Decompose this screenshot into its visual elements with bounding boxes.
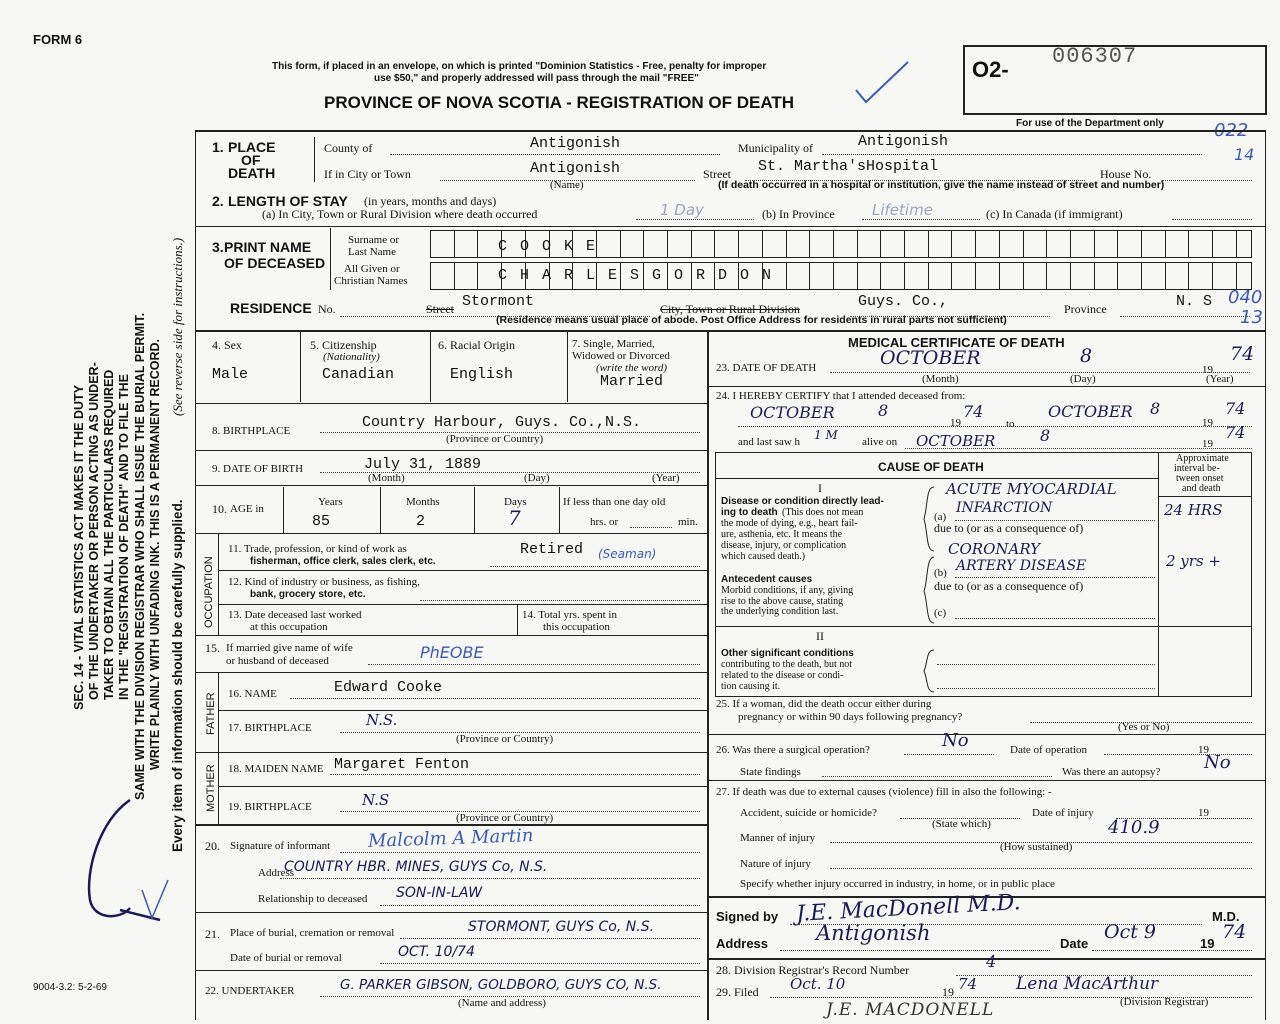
department-code-1: 022 bbox=[1214, 120, 1249, 141]
birthplace-value: Country Harbour, Guys. Co.,N.S. bbox=[362, 414, 642, 431]
letter-box-divider bbox=[1094, 230, 1095, 258]
letter-box-divider bbox=[643, 230, 644, 258]
letter-box-divider bbox=[1165, 262, 1166, 290]
letter-box-divider bbox=[620, 230, 621, 258]
marital-status-value: Married bbox=[600, 373, 664, 390]
mother-maiden-value: Margaret Fenton bbox=[334, 756, 470, 773]
residence-province-value: N. S bbox=[1176, 293, 1213, 310]
department-code-4: 13 bbox=[1240, 307, 1263, 328]
age-months-value: 2 bbox=[416, 513, 426, 530]
registrar-printed-name: J.E. MACDONELL bbox=[826, 1000, 995, 1020]
letter-box-divider bbox=[1212, 262, 1213, 290]
letter-box-divider bbox=[1094, 262, 1095, 290]
letter-box-divider bbox=[975, 230, 976, 258]
letter-box-divider bbox=[477, 230, 478, 258]
place-num: 1. bbox=[212, 139, 224, 155]
letter-box-divider bbox=[667, 230, 668, 258]
cause-a-interval: 24 HRS bbox=[1164, 501, 1223, 519]
letter-box-divider bbox=[951, 230, 952, 258]
letter-box-divider bbox=[833, 262, 834, 290]
death-month-value: OCTOBER bbox=[880, 347, 981, 369]
father-birthplace-value: N.S. bbox=[366, 711, 398, 729]
letter-box-divider bbox=[691, 230, 692, 258]
side-instruction-4: IN THE "REGISTRATION OF DEATH" AND TO FILE THE bbox=[117, 374, 131, 700]
letter-box-divider bbox=[1141, 230, 1142, 258]
letter-box-divider bbox=[786, 230, 787, 258]
date-of-birth-value: July 31, 1889 bbox=[364, 456, 482, 473]
place-label-3: DEATH bbox=[228, 165, 276, 181]
department-code-3: 040 bbox=[1228, 287, 1263, 308]
letter-box-divider bbox=[454, 230, 455, 258]
county-value: Antigonish bbox=[530, 135, 621, 152]
letter-box-divider bbox=[1165, 230, 1166, 258]
registration-prefix: O2- bbox=[972, 57, 1009, 82]
residence-city-value: Guys. Co., bbox=[858, 293, 949, 310]
given-names-value: C H A R L E S G O R D O N bbox=[498, 267, 774, 284]
side-instruction-3: TAKER TO OBTAIN ALL THE PARTICULARS REQUIRED bbox=[102, 369, 116, 700]
place-label-2: OF bbox=[241, 152, 261, 168]
letter-box-divider bbox=[786, 262, 787, 290]
letter-box-divider bbox=[928, 230, 929, 258]
registrar-initial-mark bbox=[60, 780, 180, 940]
registrar-record-number: 4 bbox=[986, 952, 997, 971]
letter-box-divider bbox=[1236, 262, 1237, 290]
letter-box-divider bbox=[1046, 262, 1047, 290]
death-year-value: 74 bbox=[1230, 343, 1255, 365]
letter-box-divider bbox=[1046, 230, 1047, 258]
attended-to-year: 74 bbox=[1225, 399, 1246, 418]
letter-box-divider bbox=[809, 262, 810, 290]
age-years-value: 85 bbox=[312, 513, 331, 530]
letter-box-divider bbox=[880, 262, 881, 290]
cause-b-line-2: ARTERY DISEASE bbox=[956, 558, 1087, 574]
municipality-value: Antigonish bbox=[858, 133, 949, 150]
death-day-value: 8 bbox=[1080, 345, 1093, 367]
mother-birthplace-value: N.S bbox=[362, 791, 390, 809]
racial-origin-value: English bbox=[450, 366, 514, 383]
side-instruction-7: Every item of information should be carefully supplied. bbox=[170, 499, 185, 852]
trade-note-value: (Seaman) bbox=[598, 547, 657, 561]
check-mark-icon bbox=[852, 58, 912, 108]
attended-from-day: 8 bbox=[878, 401, 889, 420]
form-number: FORM 6 bbox=[33, 32, 83, 47]
letter-box-divider bbox=[999, 262, 1000, 290]
letter-box-divider bbox=[477, 262, 478, 290]
undertaker-value: G. PARKER GIBSON, GOLDBORO, GUYS CO, N.S. bbox=[340, 977, 662, 993]
letter-box-divider bbox=[1117, 262, 1118, 290]
letter-box-divider bbox=[762, 230, 763, 258]
form-code: 9004-3.2: 5-2-69 bbox=[33, 982, 107, 993]
autopsy-value: No bbox=[1204, 752, 1231, 773]
residence-street-value: Stormont bbox=[462, 293, 535, 310]
attended-from-year: 74 bbox=[963, 402, 984, 421]
filed-year: 74 bbox=[958, 975, 978, 993]
surname-value: C O O K E bbox=[498, 238, 598, 255]
letter-box-divider bbox=[1070, 262, 1071, 290]
letter-box-divider bbox=[999, 230, 1000, 258]
postal-note-2: use $50," and properly addressed will pass through the mail "FREE" bbox=[374, 73, 699, 84]
letter-box-divider bbox=[1188, 262, 1189, 290]
father-side-label: FATHER bbox=[205, 692, 217, 735]
informant-relationship: SON-IN-LAW bbox=[396, 885, 483, 901]
letter-box-divider bbox=[1117, 230, 1118, 258]
city-value: Antigonish bbox=[530, 160, 621, 177]
place-label-1: PLACE bbox=[228, 139, 276, 155]
department-code-2: 14 bbox=[1234, 145, 1255, 164]
letter-box-divider bbox=[857, 230, 858, 258]
attended-to-month: OCTOBER bbox=[1048, 402, 1133, 421]
spouse-value: PhEOBE bbox=[420, 643, 484, 662]
last-seen-day: 8 bbox=[1040, 426, 1051, 445]
registration-number: 006307 bbox=[1052, 44, 1138, 69]
street-value: St. Martha'sHospital bbox=[758, 158, 939, 175]
side-instruction-2: OF THE UNDERTAKER OR PERSON ACTING AS UNDER- bbox=[87, 362, 101, 700]
letter-box-divider bbox=[1141, 262, 1142, 290]
physician-signature: J.E. MacDonell M.D. bbox=[795, 890, 1022, 927]
letter-box-divider bbox=[833, 230, 834, 258]
division-registrar-signature: Lena MacArthur bbox=[1016, 974, 1159, 994]
burial-date-value: OCT. 10/74 bbox=[398, 944, 475, 960]
attended-to-day: 8 bbox=[1150, 399, 1161, 418]
trade-value: Retired bbox=[520, 541, 584, 558]
certificate-date: Oct 9 bbox=[1104, 921, 1156, 943]
letter-box-divider bbox=[1188, 230, 1189, 258]
letter-box-divider bbox=[738, 230, 739, 258]
side-instruction-8: (See reverse side for instructions.) bbox=[170, 237, 185, 416]
cause-b-line-1: CORONARY bbox=[948, 540, 1041, 558]
letter-box-divider bbox=[1236, 230, 1237, 258]
occupation-side-label: OCCUPATION bbox=[203, 556, 215, 628]
mother-side-label: MOTHER bbox=[205, 764, 217, 812]
letter-box-divider bbox=[904, 230, 905, 258]
side-instruction-5: SAME WITH THE DIVISION REGISTRAR WHO SHALL ISSUE THE BURIAL PERMIT. bbox=[133, 312, 147, 800]
physician-address: Antigonish bbox=[816, 921, 931, 945]
sex-value: Male bbox=[212, 366, 249, 383]
postal-note-1: This form, if placed in an envelope, on which is printed "Dominion Statistics - Free, penalty for improper bbox=[272, 61, 767, 72]
disease-code: 410.9 bbox=[1108, 817, 1160, 838]
last-seen-year: 74 bbox=[1225, 423, 1246, 442]
cause-a-line-2: INFARCTION bbox=[956, 500, 1053, 516]
letter-box-divider bbox=[1212, 230, 1213, 258]
informant-address: COUNTRY HBR. MINES, GUYS Co, N.S. bbox=[284, 859, 548, 875]
last-seen-month: OCTOBER bbox=[916, 432, 996, 450]
death-registration-form: FORM 6 This form, if placed in an envelope, on which is printed "Dominion Statistics - Free, penalty for improper use $50," and properly addressed will pass through the mail "FREE" PROVINCE OF NOVA SCOTIA - REGISTRATION OF DEATH O2- 006307 For use of the Department only 022 14 040 13 SEC. 14 - VITAL STATISTICS ACT MAKES IT THE DUTY OF THE UNDERTAKER OR PERSON ACTING AS UNDER- TAKER TO OBTAIN ALL THE PARTICULARS REQUIRED IN THE "REGISTRATION OF DEATH" AND TO FILE THE SAME WITH THE DIVISION REGISTRAR WHO SHALL ISSUE THE BURIAL PERMIT. WRITE PLAINLY WITH UNFADING INK. THIS IS A PERMANENT RECORD. Every item of information should be carefully supplied. (See reverse side for instructions.) 9004-3.2: 5-2-69 1. PLACE OF DEATH County of Antigonish Municipality of Antigonish If in City or Town Antigonish (Name) Street St. Martha'sHospital House No. (If death occurred in a hospital or institution, give the name instead of street and number) 2. LENGTH OF STAY (in years, months and days) (a) In City, Town or Rural Division where death occurred 1 Day (b) In Province Lifetime (c) In Canada (if immigrant) 3. PRINT NAME OF DECEASED Surname or Last Name All Given or Christian Names C O O K E C H A R L E S G O R D O N RESIDENCE No. Street Stormont City, Town or Rural Division Guys. Co., Province N. S (Residence means usual place of abode. Post Office Address for residents in rural parts not sufficient) 4. Sex Male 5. Citizenship (Nationality) Canadian 6. Racial Origin English 7. Single, Married, Widowed or Divorced (write the word) Married 8. BIRTHPLACE Country Harbour, Guys. Co.,N.S. (Province or Country) 9. DATE OF BIRTH July 31, 1889 (Month) (Day) (Year) 10. AGE in Years 85 Months 2 Days 7 If less than one day old hrs. or min. OCCUPATION 11. Trade, profession, or kind of work as fisherman, office clerk, sales clerk, etc. Retired (Seaman) 12. Kind of industry or business, as fishing, bank, grocery store, etc. 13. Date deceased last worked at this occupation 14. Total yrs. spent in this occupation 15. If married give name of wife or husband of deceased PhEOBE FATHER 16. NAME Edward Cooke 17. BIRTHPLACE N.S. (Province or Country) MOTHER 18. MAIDEN NAME Margaret Fenton 19. BIRTHPLACE N.S (Province or Country) 20. Signature of informant Malcolm A Martin Address COUNTRY HBR. MINES, GUYS Co, N.S. Relationship to deceased SON-IN-LAW 21. Place of burial, cremation or removal STORMONT, GUYS Co, N.S. Date of burial or removal OCT. 10/74 22. UNDERTAKER G. PARKER GIBSON, GOLDBORO, GUYS CO, N.S. (Name and address) MEDICAL CERTIFICATE OF DEATH 23. DATE OF DEATH OCTOBER 8 19 74 (Month) (Day) (Year) 24. I HEREBY CERTIFY that I attended deceased from: OCTOBER 8 19 74 to OCTOBER 8 19 74 and last saw h 1 M alive on OCTOBER 8 19 74 CAUSE OF DEATH Approximate interval be- tween onset and death I Disease or condition directly lead- ing to death (This does not mean the mode of dying, e.g., heart fail- ure, asthenia, etc. It means the disease, injury, or complication which caused death.) ACUTE MYOCARDIAL (a) INFARCTION 24 HRS due to (or as a consequence of) CORONARY (b) ARTERY DISEASE 2 yrs + Antecedent causes Morbid conditions, if any, giving rise to the above cause, stating the underlying condition last. due to (or as a consequence of) (c) II Other significant conditions contributing to the death, but not related to the disease or condi- tion causing it. 25. If a woman, did the death occur either during pregnancy or within 90 days following pregnancy? (Yes or No) 26. Was there a surgical operation? No Date of operation 19 State findings Was there an autopsy? No 27. If death was due to external causes (violence) fill in also the following: - Accident, suicide or homicide? Date of injury 19 (State which) 410.9 Manner of injury (How sustained) Nature of injury Specify whether injury occurred in industry, in home, or in public place Signed by J.E. MacDonell M.D. M.D. Address Antigonish Date Oct 9 19 74 28. Division Registrar's Record Number 4 29. Filed Oct. 10 19 74 Lena MacArthur (Division Registrar) J.E. MACDONELL bbox=[0, 0, 1280, 1024]
informant-signature: Malcolm A Martin bbox=[367, 825, 534, 852]
side-instruction-1: SEC. 14 - VITAL STATISTICS ACT MAKES IT THE DUTY bbox=[72, 384, 86, 710]
stay-local-value: 1 Day bbox=[660, 201, 704, 219]
letter-box-divider bbox=[857, 262, 858, 290]
side-instruction-6: WRITE PLAINLY WITH UNFADING INK. THIS IS A PERMANENT RECORD. bbox=[148, 338, 162, 770]
letter-box-divider bbox=[975, 262, 976, 290]
attended-from-month: OCTOBER bbox=[750, 403, 835, 422]
letter-box-divider bbox=[1070, 230, 1071, 258]
letter-box-divider bbox=[904, 262, 905, 290]
cause-a-line-1: ACUTE MYOCARDIAL bbox=[946, 480, 1117, 498]
letter-box-divider bbox=[1023, 262, 1024, 290]
form-title: PROVINCE OF NOVA SCOTIA - REGISTRATION OF DEATH bbox=[324, 93, 795, 112]
cause-bracket bbox=[922, 485, 936, 625]
father-name-value: Edward Cooke bbox=[334, 679, 443, 696]
letter-box-divider bbox=[714, 230, 715, 258]
burial-place-value: STORMONT, GUYS Co, N.S. bbox=[468, 919, 655, 935]
department-use-label: For use of the Department only bbox=[1016, 118, 1164, 129]
last-seen-time: 1 M bbox=[814, 428, 838, 442]
letter-box-divider bbox=[951, 262, 952, 290]
cause-b-interval: 2 yrs + bbox=[1166, 552, 1221, 570]
citizenship-value: Canadian bbox=[322, 366, 395, 383]
letter-box-divider bbox=[1023, 230, 1024, 258]
stay-province-value: Lifetime bbox=[872, 201, 933, 219]
letter-box-divider bbox=[928, 262, 929, 290]
letter-box-divider bbox=[880, 230, 881, 258]
letter-box-divider bbox=[809, 230, 810, 258]
certificate-year: 74 bbox=[1222, 921, 1247, 943]
letter-box-divider bbox=[454, 262, 455, 290]
filed-date: Oct. 10 bbox=[790, 975, 846, 993]
surgery-value: No bbox=[942, 730, 969, 751]
age-days-value: 7 bbox=[508, 506, 521, 530]
